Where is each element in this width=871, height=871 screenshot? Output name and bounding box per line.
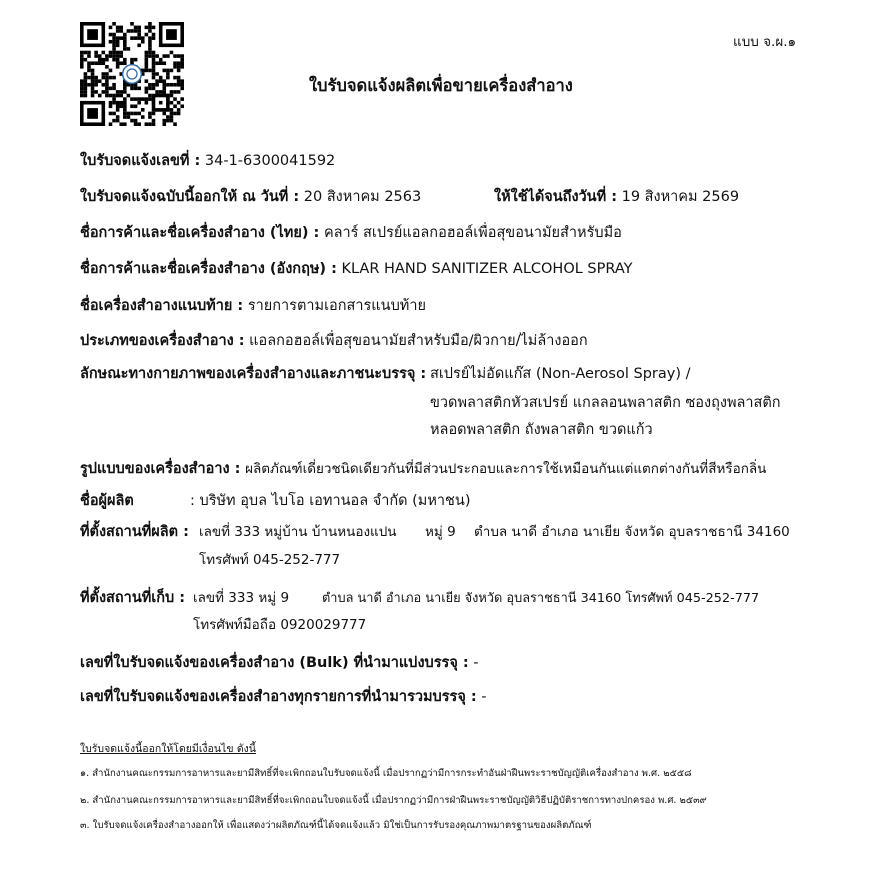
form-code: แบบ จ.ผ.๑ (733, 34, 797, 50)
trade-name-th-value: คลาร์ สเปรย์แอลกอฮอล์เพื่อสุขอนามัยสำหรับมือ (323, 225, 622, 241)
qr-code (80, 22, 184, 126)
cosmetic-type-value: แอลกอฮอล์เพื่อสุขอนามัยสำหรับมือ/ผิวกาย/ไม่ล้างออก (249, 333, 588, 349)
storage-address-label: ที่ตั้งสถานที่เก็บ : (80, 590, 186, 606)
storage-address-part: เลขที่ 333 หมู่ 9 (193, 590, 290, 606)
attached-names-label: ชื่อเครื่องสำอางแนบท้าย : (80, 298, 244, 314)
condition-item: ๒. สำนักงานคณะกรรมการอาหารและยามีสิทธิ์ที่จะเพิกถอนใบจดแจ้งนี้ เมื่อปรากฏว่ามีการฝ่าฝืนพระราชบัญญัติวิธีปฏิบัติราชการทางปกครอง พ.ศ. ๒๕๓๙ (80, 795, 707, 806)
factory-address-phone: โทรศัพท์ 045-252-777 (199, 552, 341, 568)
physical-form-line: สเปรย์ไม่อัดแก๊ส (Non-Aerosol Spray) / (430, 366, 691, 382)
cosmetic-type-row (80, 329, 588, 352)
manufacturer-value: : บริษัท อุบล ไบโอ เอทานอล จำกัด (มหาชน) (190, 493, 471, 509)
notification-no-value: 34-1-6300041592 (204, 153, 336, 169)
factory-address-part: เลขที่ 333 หมู่บ้าน บ้านหนองแปน (199, 524, 397, 540)
bulk-no-row (80, 651, 479, 674)
kit-no-label: เลขที่ใบรับจดแจ้งของเครื่องสำอางทุกรายการที่นำมารวมบรรจุ : (80, 689, 477, 705)
kit-no-row (80, 685, 487, 708)
trade-name-th-label: ชื่อการค้าและชื่อเครื่องสำอาง (ไทย) : (80, 225, 320, 241)
cosmetic-type-label: ประเภทของเครื่องสำอาง : (80, 333, 245, 349)
physical-form-label: ลักษณะทางกายภาพของเครื่องสำอางและภาชนะบรรจุ : (80, 366, 427, 382)
notification-no-row (80, 149, 335, 172)
attached-names-value: รายการตามเอกสารแนบท้าย (247, 298, 426, 314)
bulk-no-label: เลขที่ใบรับจดแจ้งของเครื่องสำอาง (Bulk) ที่นำมาแบ่งบรรจุ : (80, 655, 469, 671)
condition-item: ๓. ใบรับจดแจ้งเครื่องสำอางออกให้ เพื่อแสดงว่าผลิตภัณฑ์นี้ได้จดแจ้งแล้ว มิใช่เป็นการรับรองคุณภาพมาตรฐานของผลิตภัณฑ์ (80, 820, 592, 831)
attached-names-row (80, 294, 426, 317)
storage-address-phone: โทรศัพท์มือถือ 0920029777 (193, 617, 367, 633)
factory-address-part: หมู่ 9 (425, 524, 456, 540)
valid-until-row (494, 185, 739, 208)
factory-address-part: ตำบล นาดี อำเภอ นาเยีย จังหวัด อุบลราชธานี 34160 (474, 524, 790, 540)
issue-date-row (80, 185, 421, 208)
product-format-row (80, 457, 766, 480)
physical-form-line: ขวดพลาสติกหัวสเปรย์ แกลลอนพลาสติก ซองถุงพลาสติก (430, 395, 781, 411)
trade-name-en-value: KLAR HAND SANITIZER ALCOHOL SPRAY (341, 261, 633, 277)
notification-no-label: ใบรับจดแจ้งเลขที่ : (80, 153, 201, 169)
factory-address-label: ที่ตั้งสถานที่ผลิต : (80, 524, 189, 540)
trade-name-en-label: ชื่อการค้าและชื่อเครื่องสำอาง (อังกฤษ) : (80, 261, 337, 277)
document-title: ใบรับจดแจ้งผลิตเพื่อขายเครื่องสำอาง (309, 76, 573, 95)
product-format-value: ผลิตภัณฑ์เดี่ยวชนิดเดียวกันที่มีส่วนประกอบและการใช้เหมือนกันแต่แตกต่างกันที่สีหรือกลิ่น (245, 461, 767, 477)
issue-date-label: ใบรับจดแจ้งฉบับนี้ออกให้ ณ วันที่ : (80, 189, 300, 205)
physical-form-line: หลอดพลาสติก ถังพลาสติก ขวดแก้ว (430, 422, 653, 438)
condition-item: ๑. สำนักงานคณะกรรมการอาหารและยามีสิทธิ์ที่จะเพิกถอนใบรับจดแจ้งนี้ เมื่อปรากฏว่ามีการกระทำอันฝ่าฝืนพระราชบัญญัติเครื่องสำอาง พ.ศ. ๒๕๕๘ (80, 768, 692, 779)
manufacturer-label: ชื่อผู้ผลิต (80, 493, 134, 509)
issue-date-value: 20 สิงหาคม 2563 (303, 189, 422, 205)
conditions-heading: ใบรับจดแจ้งนี้ออกให้โดยมีเงื่อนไข ดังนี้ (80, 743, 256, 755)
bulk-no-value: - (473, 655, 479, 671)
valid-until-value: 19 สิงหาคม 2569 (621, 189, 740, 205)
product-format-label: รูปแบบของเครื่องสำอาง : (80, 461, 241, 477)
trade-name-th-row (80, 221, 622, 244)
kit-no-value: - (481, 689, 487, 705)
storage-address-part: ตำบล นาดี อำเภอ นาเยีย จังหวัด อุบลราชธานี 34160 โทรศัพท์ 045-252-777 (322, 591, 760, 606)
trade-name-en-row (80, 257, 633, 280)
valid-until-label: ให้ใช้ได้จนถึงวันที่ : (494, 189, 617, 205)
